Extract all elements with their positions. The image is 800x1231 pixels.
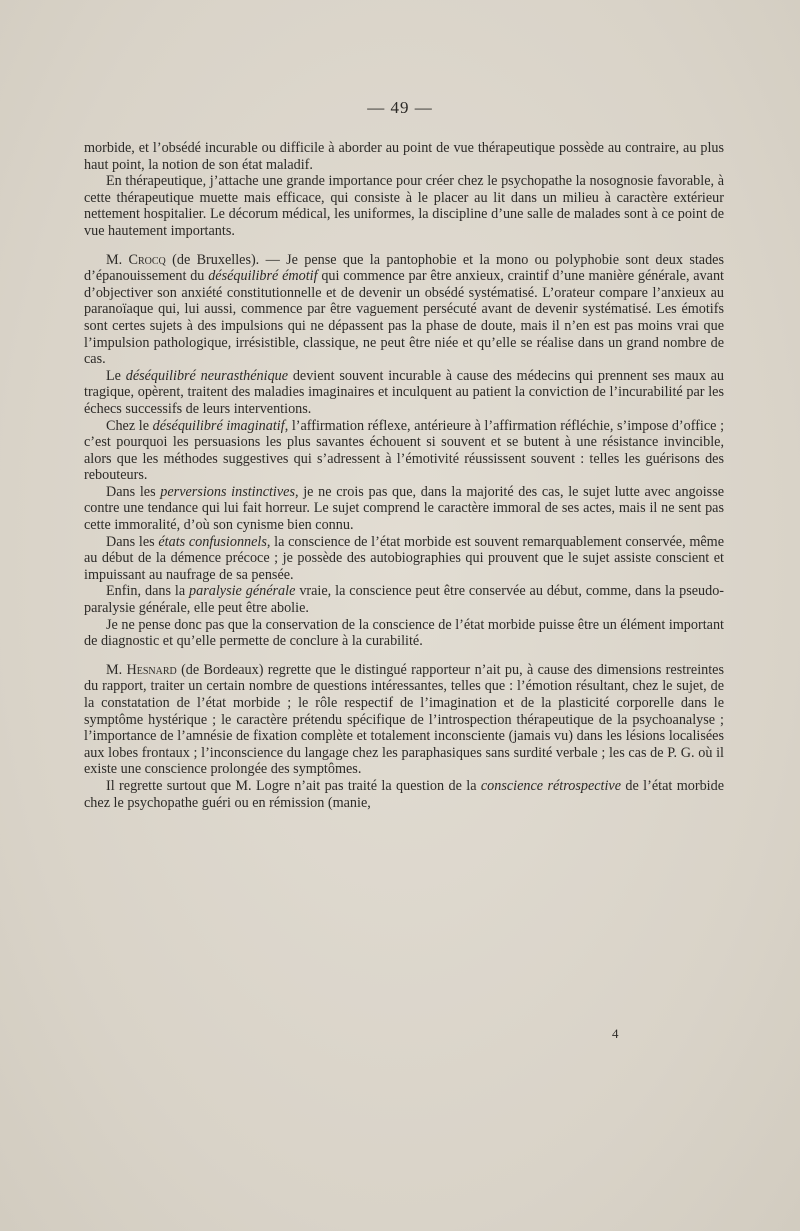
- paragraph-6-rest: , je ne crois pas que, dans la majorité des cas, le sujet lutte avec angoisse contre une tendance qui lui fait horreur. Le sujet comprend le caractère immoral de ses actes, mais il ne sent pas cette immoralité, d’où son cynisme bien connu.: [84, 483, 725, 534]
- paragraph-5-rest: , l’affirmation réflexe, antérieure à l’affirmation réfléchie, s’impose d’office ; c’est pourquoi les persuasions les plus savantes échouent si souvent et se butent à une résistance invincible, alors que les méthodes suggestives qui s’adressent à l’émotivité réussissent souvent : telles les guérisons des rebouteurs.: [84, 417, 725, 484]
- paragraph-6: [84, 484, 724, 534]
- paragraph-10: [84, 662, 724, 778]
- paragraph-5-prefix: Chez le: [106, 417, 153, 434]
- paragraph-7: [84, 534, 724, 584]
- paragraph-7-term: états confusionnels: [158, 533, 267, 550]
- paragraph-3-rest: qui commence par être anxieux, craintif d’une manière générale, avant d’objectiver son anxiété constitutionnelle et de devenir un obsédé systématisé. L’orateur compare l’anxieux au paranoïaque qui, lui aussi, commence par être vaguement persécuté avant de devenir systématisé. Les émotifs sont certes sujets à des impulsions qui ne dépassent pas la phase de doute, mais il n’en est pas moins vrai que l’impulsion pathologique, irrésistible, classique, ne peut être niée et qu’elle se réalise dans un grand nombre de cas.: [84, 268, 724, 368]
- paragraph-4-rest: devient souvent incurable à cause des médecins qui prennent ses maux au tragique, opèrent, traitent des maladies imaginaires et inculquent au patient la conviction de l’incurabilité par les échecs successifs de leurs interventions.: [84, 367, 725, 417]
- paragraph-3-term: déséquilibré émotif: [208, 268, 318, 285]
- paragraph-8: [84, 583, 724, 616]
- paragraph-3-prefix: (de Bruxelles). — Je pense que la pantophobie et la mono ou polyphobie sont deux stades d’épanouissement du: [84, 251, 724, 285]
- paragraph-9: Je ne pense donc pas que la conservation de la conscience de l’état morbide puisse être un élément important de diagnostic et qu’elle permette de conclure à la curabilité.: [84, 616, 724, 650]
- paragraph-4: [84, 368, 724, 418]
- speaker-name: M. Hesnard: [106, 661, 177, 678]
- paragraph-11: [84, 778, 724, 811]
- paragraph-7-rest: , la conscience de l’état morbide est souvent remarquablement conservée, même au début de la démence précoce ; je possède des autobiographies qui prouvent que le sujet assiste conscient et impuissant au naufrage de sa pensée.: [84, 533, 724, 583]
- paragraph-8-term: paralysie générale: [189, 583, 296, 600]
- paragraph-10-rest: (de Bordeaux) regrette que le distingué rapporteur n’ait pu, à cause des dimensions restreintes du rapport, traiter un certain nombre de questions intéressantes, telles que : l’émotion résultant, chez le sujet, de la constatation de l’état morbide ; le rôle respectif de l’imagination et de la plasticité corporelle dans le symptôme hystérique ; le caractère prétendu spécifique de l’introspection thérapeutique de la psychoanalyse ; l’importance de l’amnésie de fixation complète et totalement inconsciente (jamais vu) dans les lésions localisées aux lobes frontaux ; l’inconscience du langage chez les paraphasiques sans surdité verbale ; les cas de P. G. où il existe une conscience prolongée des symptômes.: [84, 661, 724, 778]
- paragraph-11-term: conscience rétrospective: [480, 777, 622, 794]
- body-text: [84, 140, 724, 811]
- signature-mark: 4: [612, 1026, 619, 1041]
- paragraph-11-prefix: Il regrette surtout que M. Logre n’ait pas traité la question de la: [106, 777, 481, 794]
- paragraph-4-prefix: Le: [106, 367, 126, 384]
- page-number: — 49 —: [367, 98, 433, 117]
- paragraph-7-prefix: Dans les: [106, 533, 159, 550]
- paragraph-3: [84, 252, 724, 368]
- paragraph-11-rest: de l’état morbide chez le psychopathe guéri ou en rémission (manie,: [84, 777, 724, 811]
- paragraph-1: morbide, et l’obsédé incurable ou difficile à aborder au point de vue thérapeutique possède au contraire, au plus haut point, la notion de son état maladif.: [84, 140, 724, 173]
- speaker-name: M. Crocq: [106, 251, 166, 268]
- paragraph-6-prefix: Dans les: [106, 483, 161, 500]
- paragraph-5: [84, 418, 724, 484]
- paragraph-2: En thérapeutique, j’attache une grande importance pour créer chez le psychopathe la nosognosie favorable, à cette thérapeutique muette mais efficace, qui consiste à le placer au lit dans un milieu à caractère extérieur nettement hospitalier. Le décorum médical, les uniformes, la discipline d’une salle de malades sont à ce point de vue hautement importants.: [84, 173, 724, 239]
- paragraph-6-term: perversions instinctives: [160, 483, 295, 500]
- paragraph-8-prefix: Enfin, dans la: [106, 583, 190, 600]
- paragraph-8-rest: vraie, la conscience peut être conservée au début, comme, dans la pseudo-paralysie générale, elle peut être abolie.: [84, 583, 725, 617]
- paragraph-4-term: déséquilibré neurasthénique: [125, 367, 289, 384]
- paragraph-5-term: déséquilibré imaginatif: [152, 417, 285, 434]
